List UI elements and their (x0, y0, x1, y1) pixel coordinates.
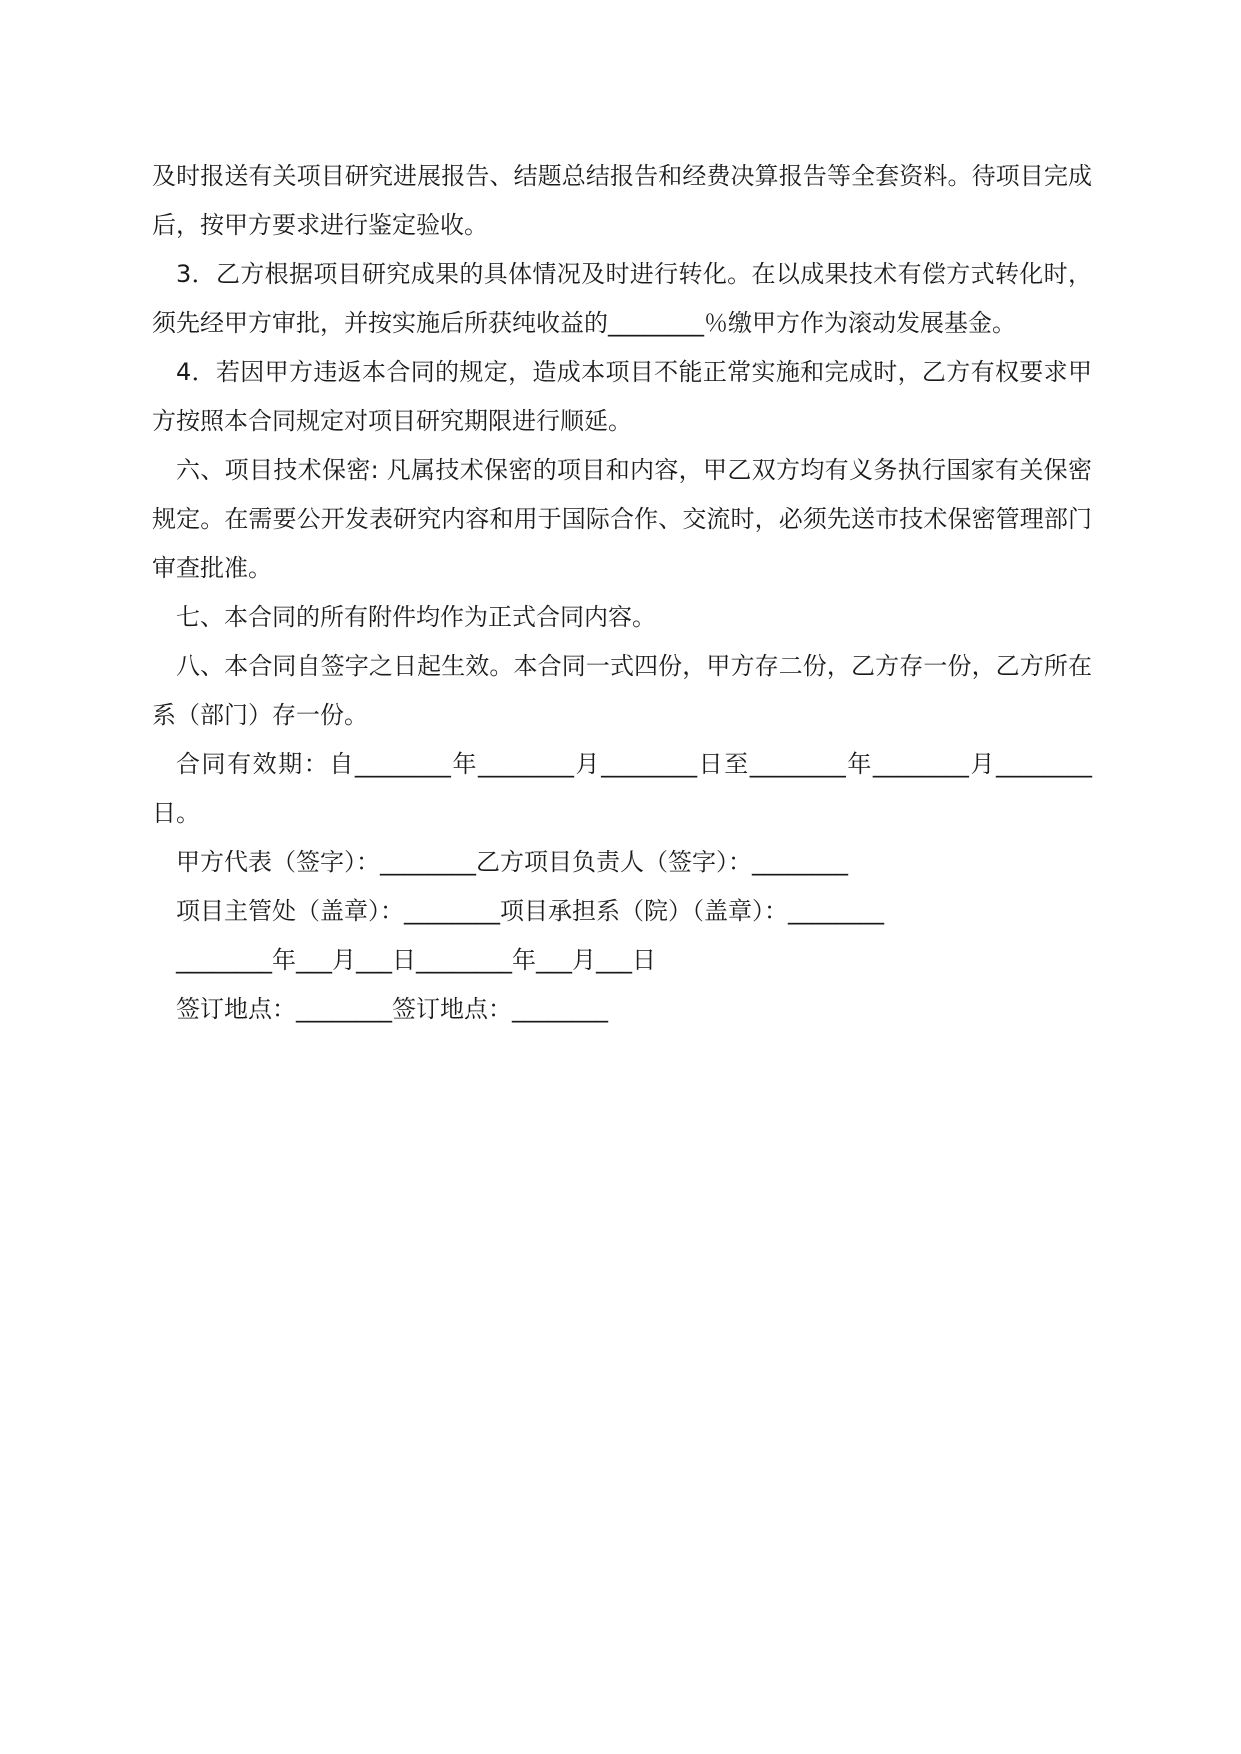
contract-body (152, 152, 1092, 1034)
paragraph-validity-period: 合同有效期：自________年________月________日至________年________月________日。 (152, 750, 1092, 827)
paragraph-section-6-confidentiality: 六、项目技术保密: 凡属技术保密的项目和内容，甲乙双方均有义务执行国家有关保密规定。在需要公开发表研究内容和用于国际合作、交流时，必须先送市技术保密管理部门审查批准。 (152, 456, 1092, 582)
paragraph-section-7-attachments: 七、本合同的所有附件均作为正式合同内容。 (176, 603, 656, 631)
signature-line-seals: 项目主管处（盖章）：________项目承担系（院）（盖章）：________ (176, 897, 884, 925)
paragraph-clause-4-extension: 4．若因甲方违返本合同的规定，造成本项目不能正常实施和完成时，乙方有权要求甲方按照本合同规定对项目研究期限进行顺延。 (152, 358, 1092, 435)
signature-line-locations: 签订地点：________签订地点：________ (176, 995, 608, 1023)
paragraph-section-8-effective: 八、本合同自签字之日起生效。本合同一式四份，甲方存二份，乙方存一份，乙方所在系（部门）存一份。 (152, 652, 1092, 729)
signature-line-dates: ________年___月___日________年___月___日 (176, 946, 656, 974)
paragraph-report-materials: 及时报送有关项目研究进展报告、结题总结报告和经费决算报告等全套资料。待项目完成后，按甲方要求进行鉴定验收。 (152, 162, 1092, 239)
paragraph-clause-3-conversion: 3．乙方根据项目研究成果的具体情况及时进行转化。在以成果技术有偿方式转化时，须先经甲方审批，并按实施后所获纯收益的________％缴甲方作为滚动发展基金。 (152, 260, 1092, 337)
signature-line-representatives: 甲方代表（签字）：________乙方项目负责人（签字）：________ (176, 848, 848, 876)
